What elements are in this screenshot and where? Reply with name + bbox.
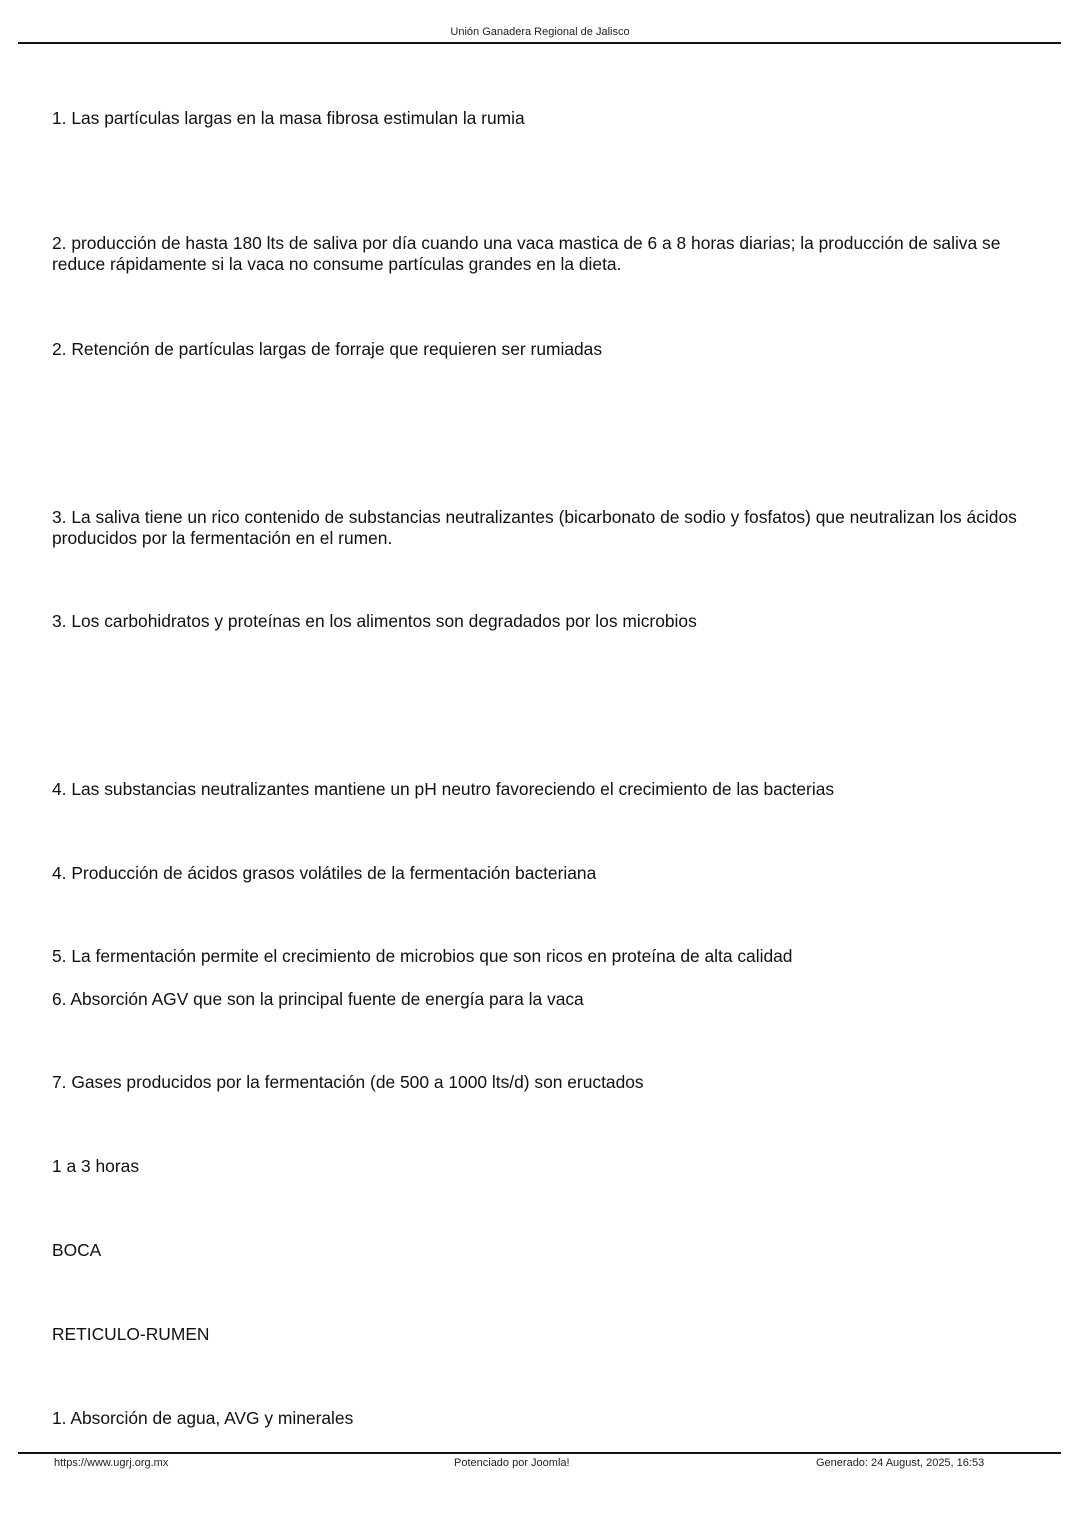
- paragraph: 7. Gases producidos por la fermentación (de 500 a 1000 lts/d) son eructados: [52, 1072, 644, 1092]
- header-divider: [18, 42, 1061, 44]
- paragraph: 6. Absorción AGV que son la principal fuente de energía para la vaca: [52, 989, 584, 1009]
- paragraph: 2. Retención de partículas largas de forraje que requieren ser rumiadas: [52, 339, 603, 359]
- footer-powered-by: Potenciado por Joomla!: [454, 1457, 570, 1469]
- footer-generated-date: Generado: 24 August, 2025, 16:53: [816, 1457, 985, 1469]
- paragraph: 1. Las partículas largas en la masa fibrosa estimulan la rumia: [52, 108, 525, 128]
- paragraph: 3. La saliva tiene un rico contenido de substancias neutralizantes (bicarbonato de sodio y fosfatos) que neutralizan los ácidos producidos por la fermentación en el rumen.: [52, 507, 1017, 548]
- paragraph: RETICULO-RUMEN: [52, 1324, 210, 1344]
- paragraph: 5. La fermentación permite el crecimiento de microbios que son ricos en proteína de alta calidad: [52, 946, 793, 966]
- site-title: Unión Ganadera Regional de Jalisco: [450, 26, 630, 38]
- footer-url-link[interactable]: https://www.ugrj.org.mx: [54, 1457, 169, 1469]
- paragraph: 4. Las substancias neutralizantes mantiene un pH neutro favoreciendo el crecimiento de las bacterias: [52, 779, 835, 799]
- paragraph: 1. Absorción de agua, AVG y minerales: [52, 1408, 354, 1428]
- footer-divider: [18, 1452, 1061, 1454]
- paragraph: 2. producción de hasta 180 lts de saliva por día cuando una vaca mastica de 6 a 8 horas diarias; la producción de saliva se reduce rápidamente si la vaca no consume partículas grandes en la dieta.: [52, 233, 1001, 274]
- paragraph: 1 a 3 horas: [52, 1156, 140, 1176]
- paragraph: BOCA: [52, 1240, 102, 1260]
- paragraph: 3. Los carbohidratos y proteínas en los alimentos son degradados por los microbios: [52, 611, 697, 631]
- paragraph: 4. Producción de ácidos grasos volátiles de la fermentación bacteriana: [52, 863, 597, 883]
